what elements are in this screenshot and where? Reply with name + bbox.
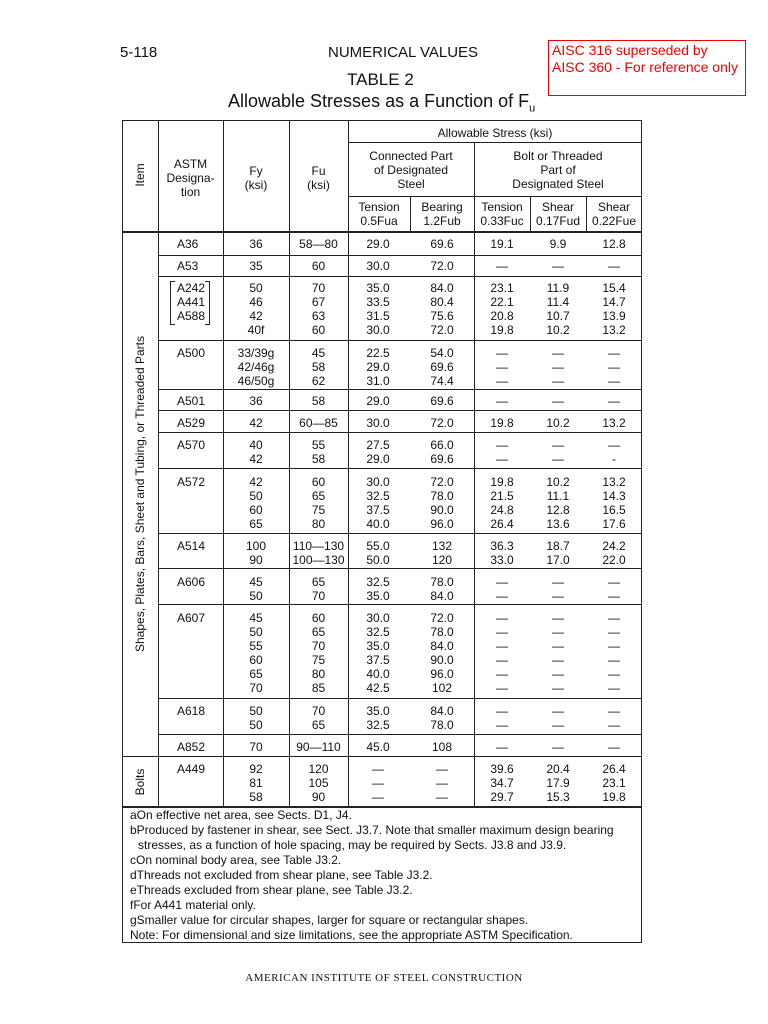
- fu-cell: 55 58: [311, 438, 326, 466]
- shear-2-cell: 12.8: [602, 237, 626, 251]
- header-tension-connected: Tension 0.5Fua: [358, 200, 400, 228]
- table-title: [228, 91, 535, 115]
- bearing-cell: 132 120: [431, 539, 453, 567]
- bracket-left: [170, 281, 175, 325]
- fu-cell: 90—110: [296, 740, 341, 754]
- tension-bolt-cell: — — — — — —: [496, 611, 508, 695]
- tension-connected-cell: 35.0 33.5 31.5 30.0: [366, 281, 390, 337]
- astm-cell: A449: [177, 762, 206, 776]
- header-allowable: Allowable Stress (ksi): [437, 126, 553, 140]
- bearing-cell: 72.0: [430, 259, 454, 273]
- tension-bolt-cell: — —: [496, 438, 508, 466]
- footnote: stresses, as a function of hole spacing, may be required by Sects. J3.8 and J3.9.: [138, 838, 567, 852]
- bracket-right: [205, 281, 210, 325]
- astm-cell: A242 A441 A588: [177, 281, 206, 323]
- row-rule: [158, 568, 642, 569]
- tension-bolt-cell: —: [496, 259, 508, 273]
- tension-connected-cell: 45.0: [366, 740, 390, 754]
- bearing-cell: 66.0 69.6: [430, 438, 454, 466]
- shear-1-cell: 20.4 17.9 15.3: [546, 762, 570, 804]
- tension-connected-cell: 22.5 29.0 31.0: [366, 346, 390, 388]
- fu-cell: 70 65: [311, 704, 326, 732]
- row-rule: [158, 255, 642, 256]
- header-rule-2: [348, 196, 642, 197]
- fu-cell: 58—80: [299, 237, 338, 251]
- shear-1-cell: — —: [552, 704, 564, 732]
- fy-cell: 36: [249, 394, 263, 408]
- footnotes: [130, 808, 635, 943]
- fy-cell: 50 50: [249, 704, 263, 732]
- header-fu: Fu (ksi): [307, 164, 330, 192]
- bearing-cell: 72.0 78.0 90.0 96.0: [430, 475, 454, 531]
- fy-cell: 40 42: [249, 438, 263, 466]
- astm-cell: A529: [177, 416, 206, 430]
- bearing-cell: 54.0 69.6 74.4: [430, 346, 454, 388]
- shear-1-cell: — — —: [552, 346, 564, 388]
- fu-cell: 60: [311, 259, 326, 273]
- tension-connected-cell: 32.5 35.0: [366, 575, 390, 603]
- group-bolts: Bolts: [133, 768, 147, 796]
- astm-cell: A500: [177, 346, 206, 360]
- header-shear-2: Shear 0.22Fue: [591, 200, 637, 228]
- header-tension-bolt: Tension 0.33Fuc: [480, 200, 524, 228]
- fy-cell: 100 90: [245, 539, 267, 567]
- header-astm: ASTM Designa- tion: [166, 157, 215, 199]
- header-item: Item: [133, 163, 147, 187]
- shear-2-cell: 24.2 22.0: [602, 539, 626, 567]
- bearing-cell: 84.0 80.4 75.6 72.0: [430, 281, 454, 337]
- footnote: eThreads excluded from shear plane, see Table J3.2.: [130, 883, 413, 897]
- fy-cell: 42: [249, 416, 263, 430]
- tension-connected-cell: 27.5 29.0: [366, 438, 390, 466]
- shear-1-cell: 18.7 17.0: [546, 539, 570, 567]
- header-bearing: Bearing 1.2Fub: [421, 200, 463, 228]
- bearing-cell: 78.0 84.0: [430, 575, 454, 603]
- tension-connected-cell: — — —: [372, 762, 384, 804]
- bearing-cell: 84.0 78.0: [430, 704, 454, 732]
- fy-cell: 45 50 55 60 65 70: [249, 611, 263, 695]
- shear-1-cell: — — — — — —: [552, 611, 564, 695]
- footnote: bProduced by fastener in shear, see Sect. J3.7. Note that smaller maximum design bearing: [130, 823, 614, 837]
- astm-cell: A618: [177, 704, 206, 718]
- header-rule-3: [122, 231, 642, 233]
- page-number: 5-118: [120, 44, 158, 61]
- shear-2-cell: —: [608, 394, 620, 408]
- astm-cell: A572: [177, 475, 206, 489]
- astm-cell: A852: [177, 740, 206, 754]
- fu-cell: 70 67 63 60: [311, 281, 326, 337]
- shear-1-cell: — —: [552, 438, 564, 466]
- row-rule: [158, 340, 642, 341]
- fu-cell: 120 105 90: [308, 762, 329, 804]
- shear-2-cell: 15.4 14.7 13.9 13.2: [602, 281, 626, 337]
- tension-bolt-cell: 39.6 34.7 29.7: [490, 762, 514, 804]
- tension-bolt-cell: — —: [496, 575, 508, 603]
- shear-2-cell: 26.4 23.1 19.8: [602, 762, 626, 804]
- tension-bolt-cell: 23.1 22.1 20.8 19.8: [490, 281, 514, 337]
- group-shapes: Shapes, Plates, Bars, Sheet and Tubing, or Threaded Parts: [133, 336, 147, 652]
- footnote: cOn nominal body area, see Table J3.2.: [130, 853, 342, 867]
- shear-1-cell: 10.2 11.1 12.8 13.6: [546, 475, 570, 531]
- bearing-cell: 69.6: [430, 237, 454, 251]
- tension-connected-cell: 29.0: [366, 394, 390, 408]
- row-rule: [158, 468, 642, 469]
- fu-cell: 60 65 75 80: [311, 475, 326, 531]
- footnote: aOn effective net area, see Sects. D1, J4.: [130, 808, 352, 822]
- header-fy: Fy (ksi): [244, 164, 268, 192]
- shear-1-cell: —: [552, 259, 564, 273]
- fy-cell: 92 81 58: [249, 762, 263, 804]
- fy-cell: 70: [249, 740, 263, 754]
- section-title: NUMERICAL VALUES: [328, 44, 479, 61]
- fu-cell: 58: [311, 394, 326, 408]
- row-rule: [158, 389, 642, 390]
- bearing-cell: 108: [431, 740, 453, 754]
- shear-2-cell: — —: [608, 575, 620, 603]
- footnote: fFor A441 material only.: [130, 898, 256, 912]
- bearing-cell: 72.0: [430, 416, 454, 430]
- tension-bolt-cell: —: [496, 394, 508, 408]
- reference-notice: AISC 316 superseded by AISC 360 - For reference only: [548, 40, 746, 96]
- table-label: TABLE 2: [347, 70, 414, 89]
- fu-cell: 60—85: [299, 416, 338, 430]
- fy-cell: 42 50 60 65: [249, 475, 263, 531]
- header-rule-1: [348, 142, 642, 143]
- row-rule: [158, 734, 642, 735]
- shear-2-cell: — — —: [608, 346, 620, 388]
- tension-connected-cell: 55.0 50.0: [366, 539, 390, 567]
- footnote: gSmaller value for circular shapes, larger for square or rectangular shapes.: [130, 913, 529, 927]
- astm-cell: A501: [177, 394, 206, 408]
- bearing-cell: 72.0 78.0 84.0 90.0 96.0 102: [430, 611, 454, 695]
- col-line-1: [158, 120, 159, 807]
- shear-1-cell: — —: [552, 575, 564, 603]
- astm-cell: A606: [177, 575, 206, 589]
- astm-cell: A607: [177, 611, 206, 625]
- footnote: Note: For dimensional and size limitations, see the appropriate ASTM Specification.: [130, 928, 573, 942]
- bearing-cell: 69.6: [430, 394, 454, 408]
- shear-2-cell: 13.2 14.3 16.5 17.6: [602, 475, 626, 531]
- group-rule: [122, 756, 642, 757]
- header-shear-1: Shear 0.17Fud: [535, 200, 581, 228]
- tension-bolt-cell: 19.8: [490, 416, 514, 430]
- shear-1-cell: 10.2: [546, 416, 570, 430]
- tension-connected-cell: 29.0: [366, 237, 390, 251]
- tension-connected-cell: 30.0 32.5 35.0 37.5 40.0 42.5: [366, 611, 390, 695]
- shear-2-cell: —: [608, 740, 620, 754]
- row-rule: [158, 604, 642, 605]
- row-rule: [158, 698, 642, 699]
- tension-bolt-cell: — —: [496, 704, 508, 732]
- bearing-cell: — — —: [436, 762, 448, 804]
- fu-cell: 45 58 62: [311, 346, 326, 388]
- tension-connected-cell: 35.0 32.5: [366, 704, 390, 732]
- shear-2-cell: — -: [608, 438, 620, 466]
- shear-1-cell: 9.9: [549, 237, 567, 251]
- shear-1-cell: —: [552, 394, 564, 408]
- tension-bolt-cell: 19.1: [490, 237, 514, 251]
- astm-cell: A570: [177, 438, 206, 452]
- fu-cell: 110—130 100—130: [292, 539, 345, 567]
- tension-connected-cell: 30.0 32.5 37.5 40.0: [366, 475, 390, 531]
- row-rule: [158, 276, 642, 277]
- table-title-subscript: u: [529, 102, 536, 115]
- astm-cell: A36: [177, 237, 199, 251]
- shear-1-cell: —: [552, 740, 564, 754]
- header-bolt: Bolt or Threaded Part of Designated Steel: [512, 149, 604, 191]
- shear-2-cell: 13.2: [602, 416, 626, 430]
- tension-bolt-cell: —: [496, 740, 508, 754]
- row-rule: [158, 410, 642, 411]
- astm-cell: A53: [177, 259, 199, 273]
- tension-bolt-cell: 19.8 21.5 24.8 26.4: [490, 475, 514, 531]
- shear-2-cell: — —: [608, 704, 620, 732]
- fy-cell: 45 50: [249, 575, 263, 603]
- astm-cell: A514: [177, 539, 206, 553]
- tension-bolt-cell: 36.3 33.0: [490, 539, 514, 567]
- fy-cell: 33/39g 42/46g 46/50g: [237, 346, 275, 388]
- row-rule: [158, 533, 642, 534]
- page-footer: AMERICAN INSTITUTE OF STEEL CONSTRUCTION: [245, 972, 523, 984]
- fu-cell: 65 70: [311, 575, 326, 603]
- tension-connected-cell: 30.0: [366, 416, 390, 430]
- shear-1-cell: 11.9 11.4 10.7 10.2: [546, 281, 570, 337]
- tension-connected-cell: 30.0: [366, 259, 390, 273]
- row-rule: [158, 432, 642, 433]
- fy-cell: 35: [249, 259, 263, 273]
- header-connected: Connected Part of Designated Steel: [369, 149, 453, 191]
- fy-cell: 36: [249, 237, 263, 251]
- footnote: dThreads not excluded from shear plane, see Table J3.2.: [130, 868, 433, 882]
- fu-cell: 60 65 70 75 80 85: [311, 611, 326, 695]
- fy-cell: 50 46 42 40f: [247, 281, 265, 337]
- table-title-text: Allowable Stresses as a Function of F: [228, 91, 530, 111]
- shear-2-cell: —: [608, 259, 620, 273]
- shear-2-cell: — — — — — —: [608, 611, 620, 695]
- tension-bolt-cell: — — —: [496, 346, 508, 388]
